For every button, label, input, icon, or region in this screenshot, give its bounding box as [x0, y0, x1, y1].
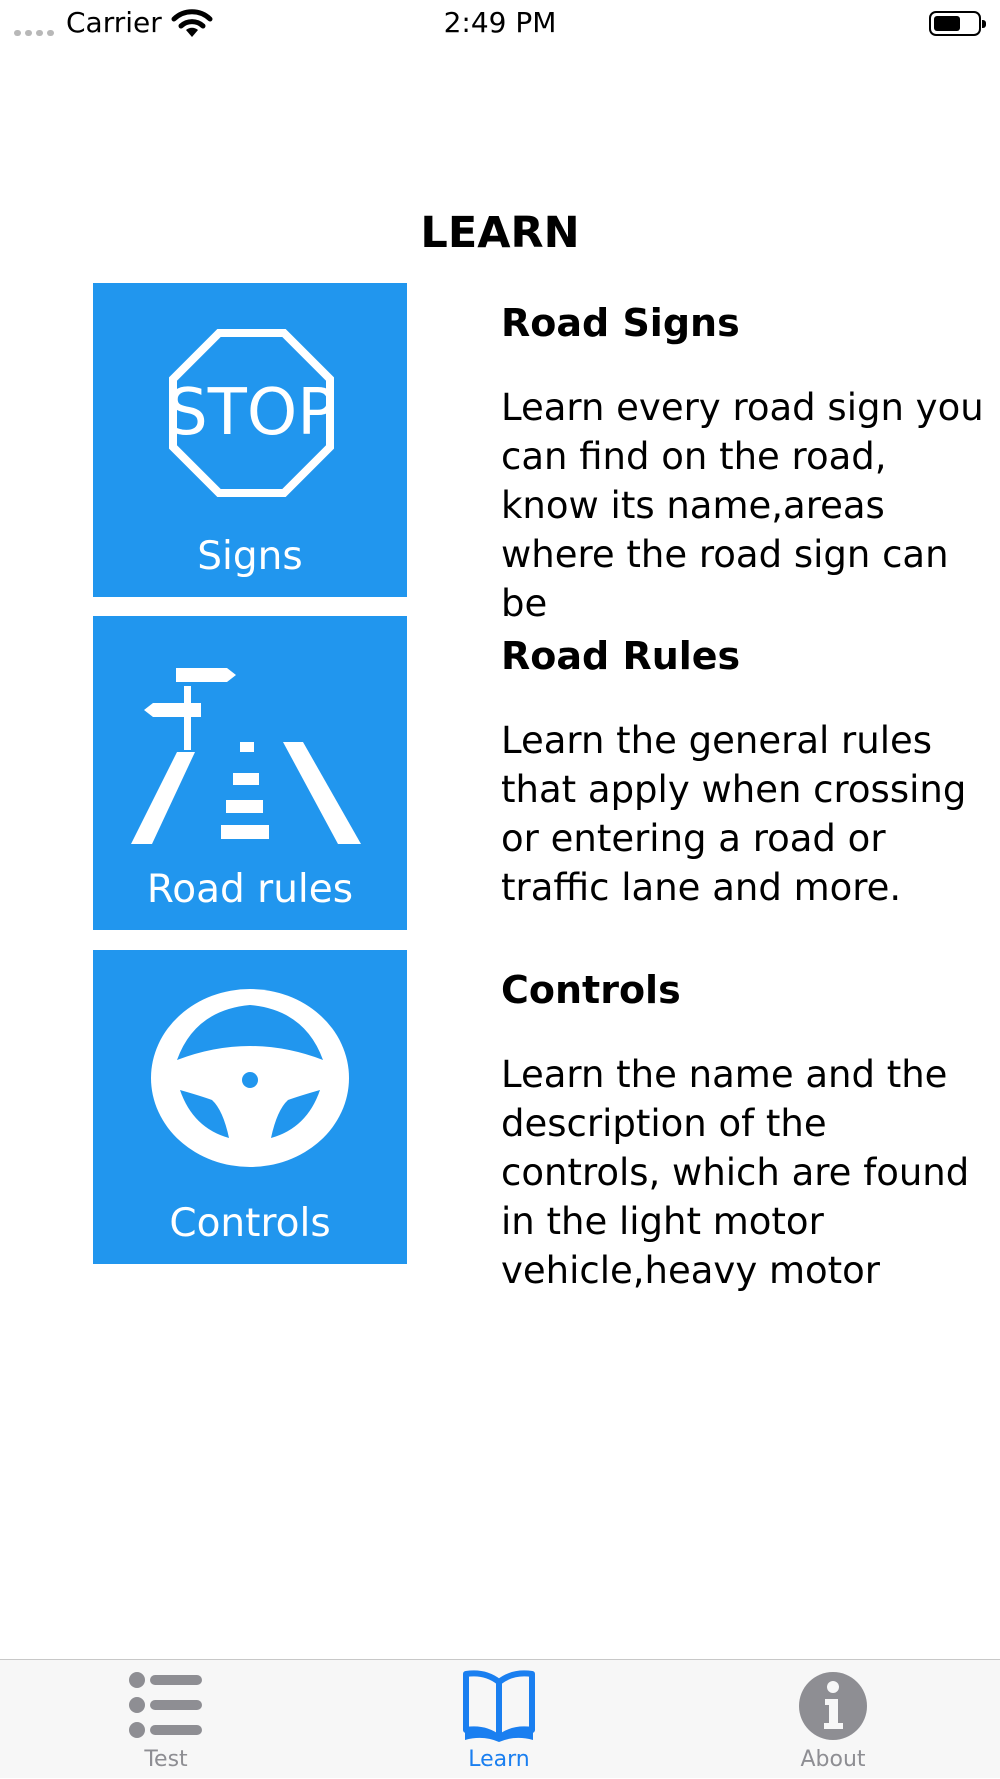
tab-bar: [0, 1659, 1000, 1778]
road-rules-tile-label: Road rules: [146, 867, 354, 912]
tab-learn-label: Learn: [468, 1747, 530, 1772]
carrier-name: Carrier: [66, 6, 162, 39]
tab-about-label: About: [800, 1747, 866, 1772]
tab-about[interactable]: [733, 1660, 933, 1779]
status-time: 2:49 PM: [443, 6, 557, 39]
controls-tile-button[interactable]: [93, 950, 407, 1264]
controls-description: Learn the name and the description of the controls, which are found in the light motor vehicle,heavy motor: [501, 1053, 970, 1292]
book-icon: [461, 1668, 537, 1742]
tab-learn[interactable]: [399, 1660, 599, 1779]
tab-test[interactable]: [66, 1660, 266, 1779]
controls-heading: Controls: [501, 968, 681, 1012]
battery-icon: [929, 11, 981, 36]
road-rules-tile-button[interactable]: [93, 616, 407, 930]
road-signs-heading: Road Signs: [501, 301, 740, 345]
stop-sign-text: STOP: [167, 376, 336, 450]
list-icon: [128, 1668, 204, 1742]
road-rules-heading: Road Rules: [501, 634, 741, 678]
tab-test-label: Test: [144, 1747, 188, 1772]
page-title: LEARN: [420, 208, 580, 258]
road-signs-description: Learn every road sign you can find on the road, know its name,areas where the road sign can be: [501, 386, 984, 625]
controls-tile-label: Controls: [169, 1201, 331, 1246]
signs-tile-button[interactable]: [93, 283, 407, 597]
status-bar: [0, 0, 1000, 48]
info-icon: [795, 1668, 871, 1742]
road-rules-description: Learn the general rules that apply when crossing or entering a road or traffic lane and more.: [501, 719, 967, 909]
signs-tile-label: Signs: [197, 534, 303, 579]
